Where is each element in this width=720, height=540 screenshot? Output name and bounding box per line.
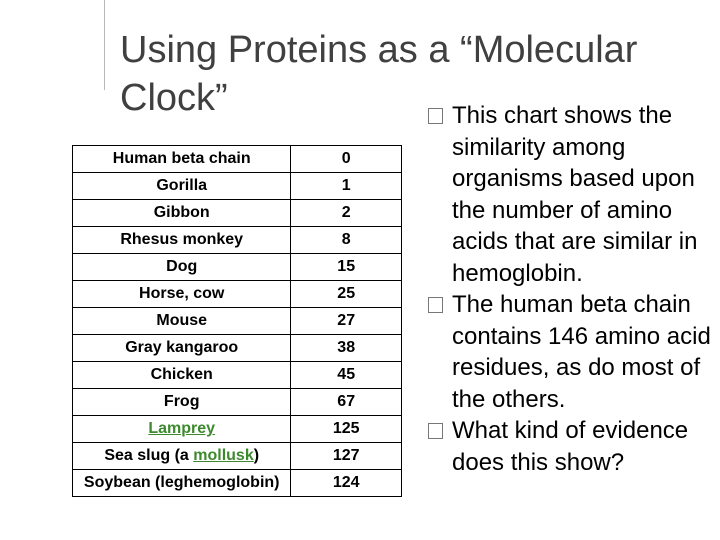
organism-prefix: Sea slug (a bbox=[104, 447, 194, 464]
mollusk-link[interactable]: mollusk bbox=[193, 447, 254, 464]
bullet-text: What kind of evidence does this show? bbox=[452, 417, 689, 476]
bullet-box-icon bbox=[428, 423, 443, 439]
difference-cell: 15 bbox=[291, 254, 402, 281]
organism-cell: Frog bbox=[73, 389, 291, 416]
organism-cell: Mouse bbox=[73, 308, 291, 335]
bullet-item bbox=[428, 289, 718, 415]
bullet-text: The human beta chain contains 146 amino acid residues, as do most of the others. bbox=[452, 291, 711, 413]
organism-cell: Dog bbox=[73, 254, 291, 281]
table-row bbox=[73, 227, 402, 254]
difference-cell: 1 bbox=[291, 173, 402, 200]
hemoglobin-difference-table bbox=[72, 145, 402, 497]
bullet-item bbox=[428, 415, 718, 478]
table-row bbox=[73, 254, 402, 281]
organism-cell: Human beta chain bbox=[73, 146, 291, 173]
bullet-box-icon bbox=[428, 297, 443, 313]
organism-cell: Horse, cow bbox=[73, 281, 291, 308]
bullet-text: This chart shows the similarity among organisms based upon the number of amino acids that are similar in hemoglobin. bbox=[452, 102, 698, 287]
table-row bbox=[73, 308, 402, 335]
difference-cell: 124 bbox=[291, 470, 402, 497]
difference-cell: 27 bbox=[291, 308, 402, 335]
difference-cell: 127 bbox=[291, 443, 402, 470]
bullet-list bbox=[428, 100, 718, 478]
organism-suffix: ) bbox=[253, 447, 260, 464]
difference-cell: 67 bbox=[291, 389, 402, 416]
difference-cell: 45 bbox=[291, 362, 402, 389]
table-row bbox=[73, 200, 402, 227]
organism-cell: Gorilla bbox=[73, 173, 291, 200]
difference-cell: 38 bbox=[291, 335, 402, 362]
slide-title-line-2: Clock” bbox=[120, 77, 228, 119]
bullet-item bbox=[428, 100, 718, 289]
table-row bbox=[73, 362, 402, 389]
table-row bbox=[73, 335, 402, 362]
difference-cell: 125 bbox=[291, 416, 402, 443]
lamprey-link[interactable]: Lamprey bbox=[148, 420, 216, 437]
table-row bbox=[73, 443, 402, 470]
organism-cell: Gibbon bbox=[73, 200, 291, 227]
table-row bbox=[73, 470, 402, 497]
difference-cell: 25 bbox=[291, 281, 402, 308]
organism-cell: Rhesus monkey bbox=[73, 227, 291, 254]
slide-title-line-1: Using Proteins as a “Molecular bbox=[120, 29, 638, 71]
table-row bbox=[73, 281, 402, 308]
organism-cell: Gray kangaroo bbox=[73, 335, 291, 362]
difference-cell: 8 bbox=[291, 227, 402, 254]
bullet-box-icon bbox=[428, 108, 443, 124]
organism-cell bbox=[73, 443, 291, 470]
difference-cell: 2 bbox=[291, 200, 402, 227]
title-accent-line bbox=[104, 0, 105, 90]
table-row bbox=[73, 173, 402, 200]
table-row bbox=[73, 389, 402, 416]
difference-cell: 0 bbox=[291, 146, 402, 173]
organism-cell: Soybean (leghemoglobin) bbox=[73, 470, 291, 497]
organism-cell bbox=[73, 416, 291, 443]
table-row bbox=[73, 146, 402, 173]
organism-cell: Chicken bbox=[73, 362, 291, 389]
table-row bbox=[73, 416, 402, 443]
